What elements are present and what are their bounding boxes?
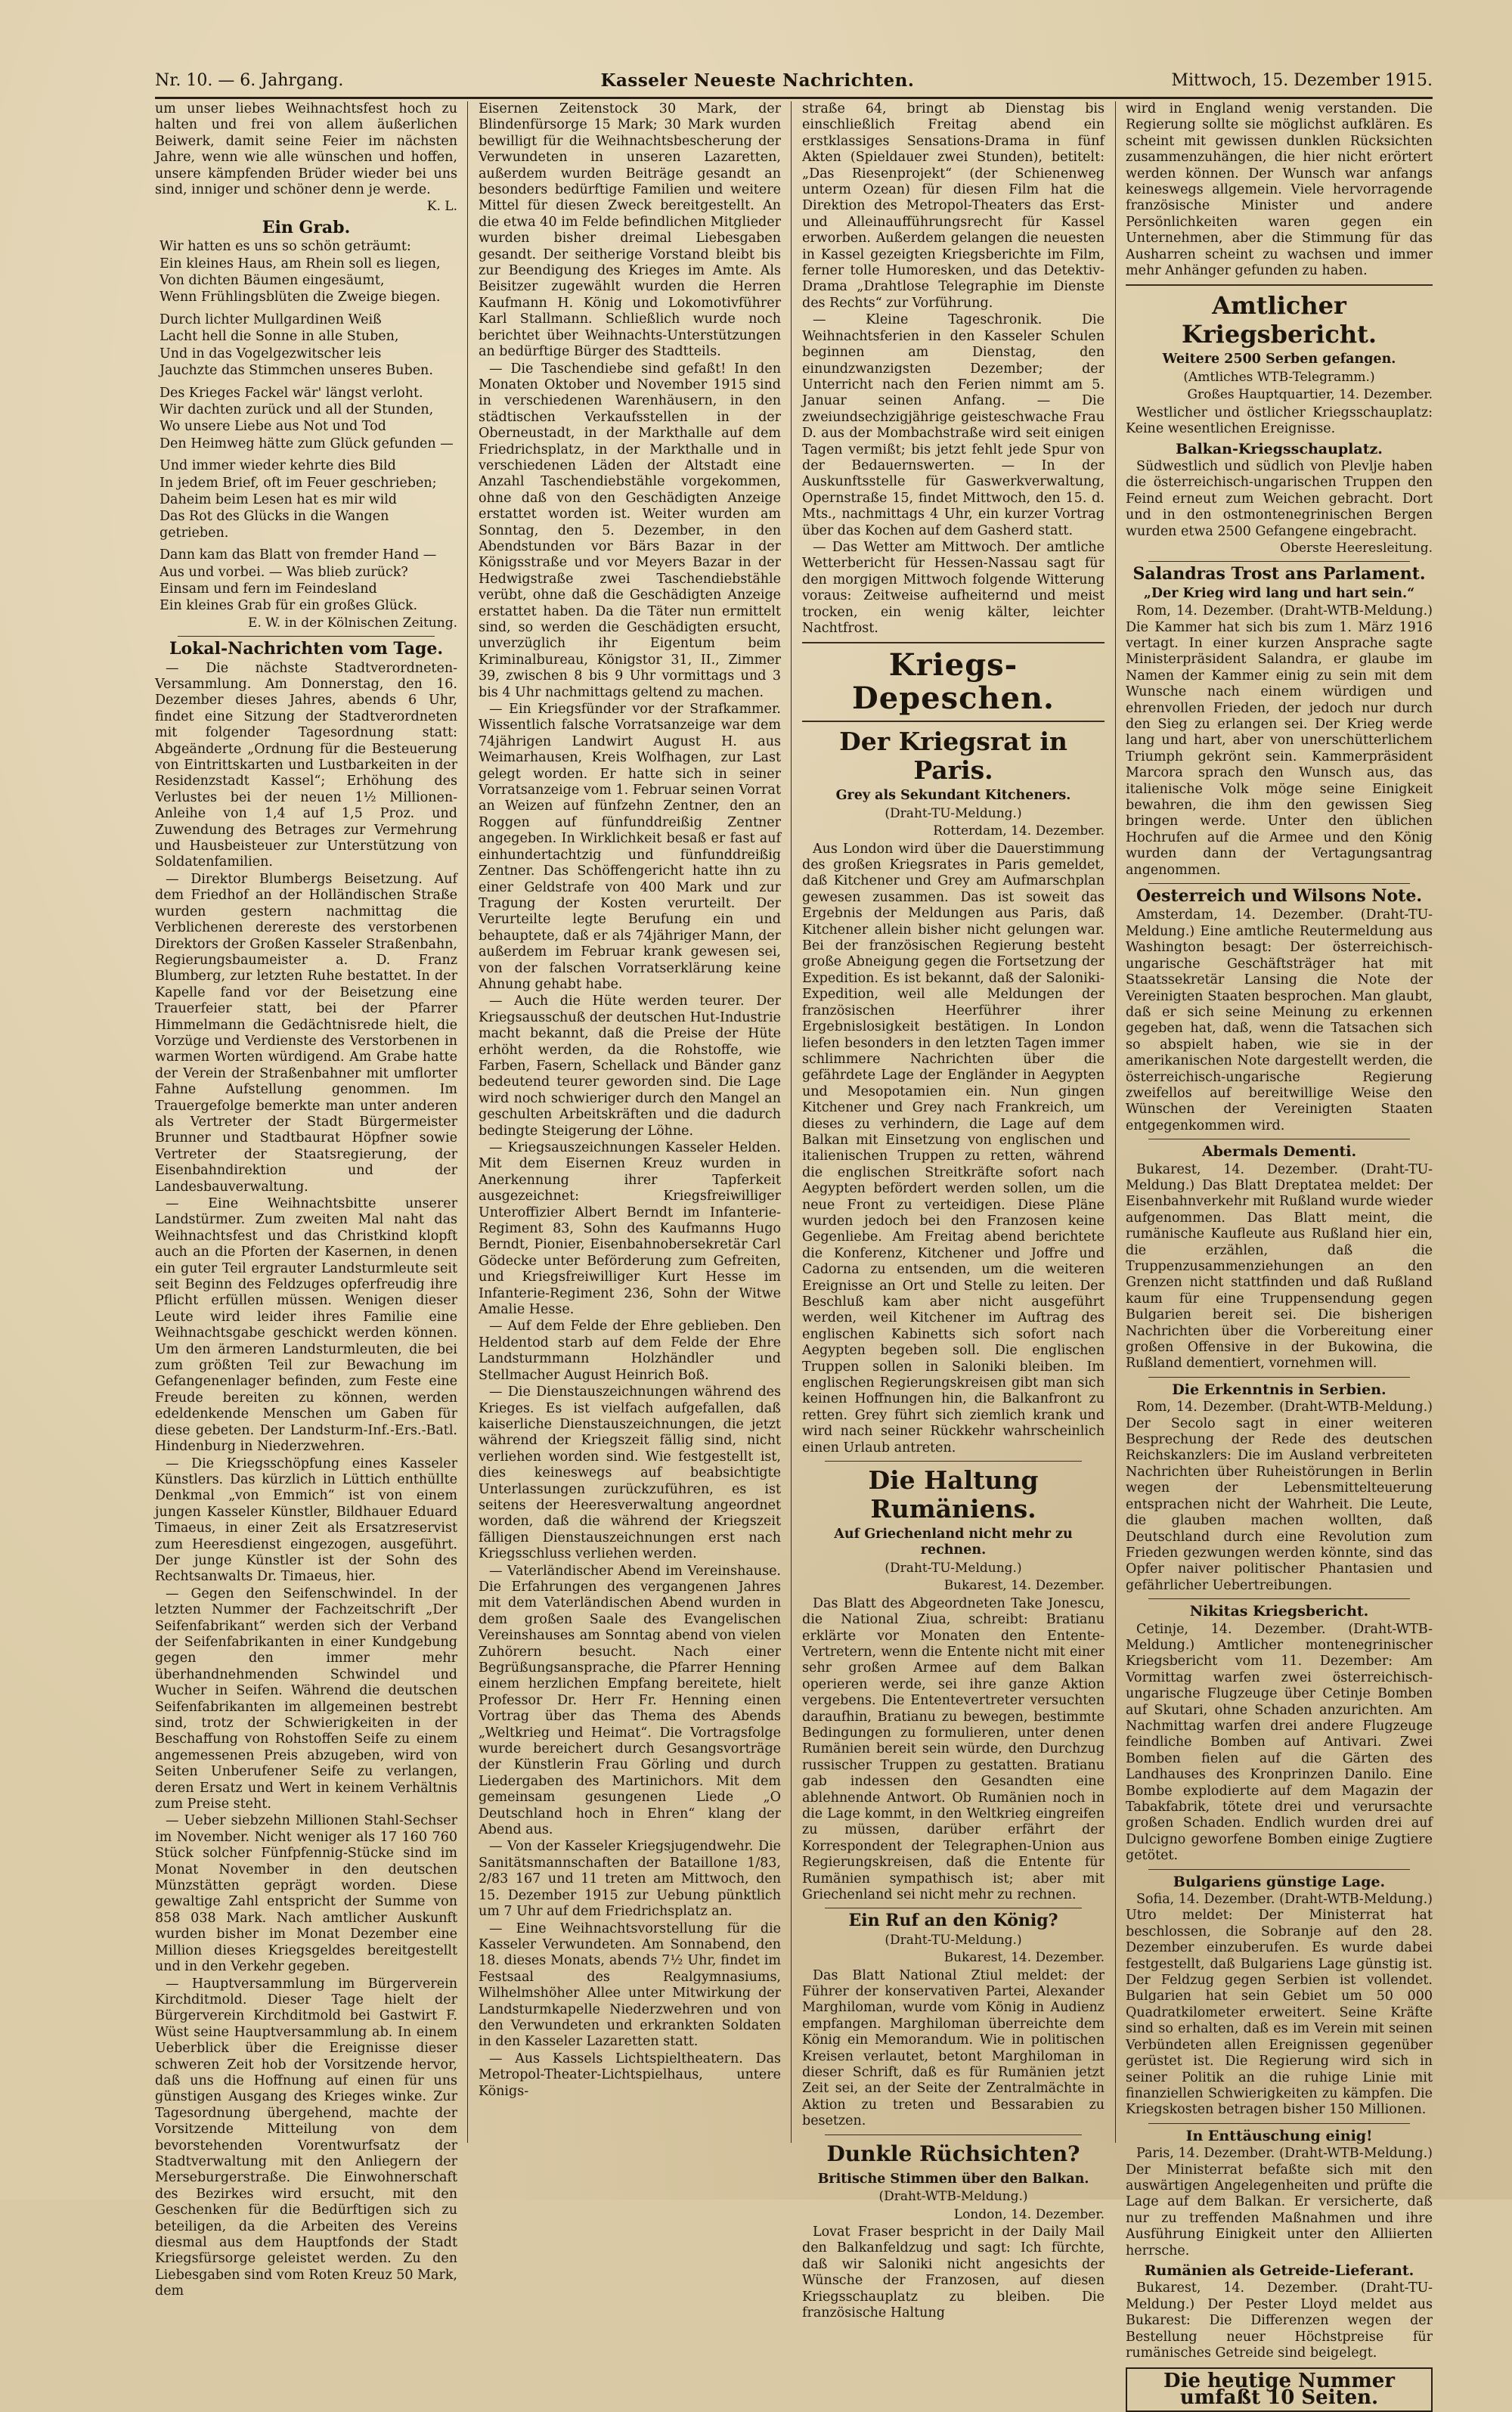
article-text: Cetinje, 14. Dezember. (Draht-WTB-Meldung.) Amtlicher montenegrinischer Kriegsbericht vom 11. Dezember: Am Vormittag warfen zwei österreichisch-ungarische Flugzeuge über Cetinje Bomben auf Skutari, ohne Schaden anzurichten. Am Nachmittag warfen drei andere Flugzeuge feindliche Bomben auf Antivari. Zwei Bomben fielen auf die Gärten des Landhauses des Kronprinzen Danilo. Eine Bombe explodierte auf dem Magazin der Tabakfabrik, tötete drei und verursachte großen Schaden. Endlich wurden drei auf Dulcigno geworfene Bomben einige Zugtiere getötet. xyxy=(1126,1621,1433,1864)
headline: Nikitas Kriegsbericht. xyxy=(1189,1603,1369,1620)
news-item: — Die Taschendiebe sind gefaßt! In den Monaten Oktober und November 1915 sind in verschiedenen Warenhäusern, in den städtischen Verkaufsstellen in der Oberneustadt, in der Markthalle auf dem Friedrichsplatz, in der Markthalle und in verschiedenen Läden der Altstadt eine Anzahl Taschendiebstähle vorgekommen, ohne daß von den Geschädigten Anzeige erstattet worden ist. Weiter wurden am Sonntag, den 5. Dezember, in den Abendstunden vor Bärs Bazar in der Königsstraße und vor Meyers Bazar in der Hedwigstraße zwei Taschendiebstähle verübt, ohne daß die Geschädigten Anzeige erstattet haben. Da die Täter nun ermittelt sind, so werden die Geschädigten ersucht, unverzüglich ihr Eigentum beim Kriminalbureau, Königstor 31, II., Zimmer 39, zwischen 8 bis 9 Uhr vormittags und 3 bis 4 Uhr nachmittags geltend zu machen. xyxy=(479,361,781,700)
article-text: Rom, 14. Dezember. (Draht-WTB-Meldung.) Die Kammer hat sich bis zum 1. März 1916 vertagt. In einer kurzen Ansprache sagte Ministerpräsident Salandra, er glaube im Namen der Kammer einig zu sein mit dem Wunsche nach einem würdigen und ehrenvollen Frieden, der jedoch nur durch den Sieg zu erlangen sei. Der Krieg werde lang und hart, aber von unerschütterlichem Triumph gekrönt sein. Kammerpräsident Marcora sprach den Wunsch aus, das italienische Volk möge seine Einigkeit bewahren, die ihm den gewissen Sieg bringen werde. Unter den üblichen Hochrufen auf die Armee und den König wurden dann der Vertagungsantrag angenommen. xyxy=(1126,603,1433,878)
article-text: Sofia, 14. Dezember. (Draht-WTB-Meldung.) Utro meldet: Der Ministerrat hat beschlossen, die Sobranje auf den 28. Dezember einzuberufen. Es wurde dabei festgestellt, daß Bulgariens Lage günstig ist. Der Feldzug gegen Serbien ist vollendet. Bulgarien hat sein Gebiet um 50 000 Quadratkilometer erweitert. Seine Kräfte sind so erhalten, daß es im Verein mit seinen Verbündeten allen Ereignissen gegenüber gerüstet ist. Die Regierung wird sich in seiner Politik an die ruhige Linie mit finanziellen Schwierigkeiten zu kämpfen. Die Kriegskosten betragen bisher 150 Millionen. xyxy=(1126,1892,1433,2118)
news-item: Eisernen Zeitenstock 30 Mark, der Blindenfürsorge 15 Mark; 30 Mark wurden bewilligt für die Weihnachtsbescherung der Verwundeten in unseren Lazaretten, außerdem wurden Beiträge gesandt an besonders bedürftige Familien und weitere Mittel für diesen Zweck bereitgestellt. An die etwa 40 im Felde befindlichen Mitglieder wurden bisher dreimal Liebesgaben gesandt. Der seitherige Vorstand bleibt bis zur Beendigung des Krieges im Amte. Als Beisitzer zugewählt wurden die Herren Kaufmann H. König und Lokomotivführer Karl Stallmann. Schließlich wurde noch berichtet über Weihnachts-Unterstützungen an bedürftige Bürger des Stadtteils. xyxy=(479,101,781,360)
article-text: Westlicher und östlicher Kriegsschauplatz: Keine wesentlichen Ereignisse. xyxy=(1126,405,1433,437)
news-item: — Von der Kasseler Kriegsjugendwehr. Die Sanitätsmannschaften der Bataillone 1/83, 2/83 167 und 11 treten am Mittwoch, den 15. Dezember 1915 zur Uebung pünktlich um 7 Uhr auf dem Friedrichsplatz an. xyxy=(479,1839,781,1920)
paper-title: Kasseler Neueste Nachrichten. xyxy=(600,70,915,91)
divider xyxy=(1148,1377,1410,1378)
news-item: — Die Kriegsschöpfung eines Kasseler Künstlers. Das kürzlich in Lüttich enthüllte Denkmal „von Emmich“ ist von einem jungen Kasseler Künstler, Bildhauer Eduard Timaeus, in einer Zeit als Ersatzreservist zum Heeresdienst eingezogen, ausgeführt. Der junge Künstler ist der Sohn des Rechtsanwalts Dr. Timaeus, hier. xyxy=(155,1456,457,1585)
column-3 xyxy=(802,101,1105,2321)
poem-line: Daheim beim Lesen hat es mir wild xyxy=(160,491,398,507)
article-signature: Oberste Heeresleitung. xyxy=(1280,540,1433,556)
divider xyxy=(802,642,1105,643)
news-item: — Kleine Tageschronik. Die Weihnachtsferien in den Kasseler Schulen beginnen am Dienstag, den einundzwanzigsten Dezember; der Unterricht nach den Ferien nimmt am 5. Januar seinen Anfang. — Die zweiundsechzigjährige geisteschwache Frau D. aus der Mombachstraße wird seit einigen Tagen vermißt; bis jetzt fehlt jede Spur von der Bedauernswerten. — In der Auskunftsstelle für Gaswerkverwaltung, Opernstraße 15, findet Mittwoch, den 15. d. Mts., nachmittags 4 Uhr, ein kurzer Vortrag über das Kochen auf dem Gasherd statt. xyxy=(802,312,1105,538)
columns xyxy=(155,101,1433,2409)
column-1 xyxy=(155,101,457,2299)
article-text: Das Blatt des Abgeordneten Take Jonescu, die National Ziua, schreibt: Bratianu erklärte vor Monaten den Entente-Vertretern, wenn die Entente nicht mit einer sehr großen Armee auf dem Balkan operieren werde, sei ihre ganze Aktion vergebens. Die Ententevertreter versuchten daraufhin, Bratianu zu bewegen, bestimmte Bedingungen zu formulieren, unter denen Rumänien bereit sein würde, den Durchzug russischer Truppen zu gestatten. Bratianu gab indessen den Gesandten eine ablehnende Antwort. Ob Rumänien noch in die Lage kommt, in den Weltkrieg eingreifen zu müssen, darüber erfährt der Korrespondent der Telegraphen-Union aus Regierungskreisen, daß die Entente für Rumänien sympathisch ist; aber mit Griechenland sei nicht mehr zu rechnen. xyxy=(802,1595,1105,1902)
headline: Salandras Trost ans Parlament. xyxy=(1132,564,1426,584)
headline: Amtlicher Kriegsbericht. xyxy=(1182,291,1377,349)
news-item: — Hauptversammlung im Bürgerverein Kirchditmold. Dieser Tage hielt der Bürgerverein Kirchditmold bei Gastwirt F. Wüst seine Hauptversammlung ab. In einem Ueberblick über die Ereignisse dieser schweren Zeit hob der Vorsitzende hervor, daß uns die Hoffnung auf einen für uns günstigen Ausgang des Krieges winke. Zur Tagesordnung übergehend, machte der Vorsitzende Mitteilung von dem bevorstehenden Vorentwurfsatz der Stadtverwaltung mit den Anliegern der Merseburgerstraße. Die Einwohnerschaft des Bezirkes wird ersucht, mit den Geschenken für die Bedürftigen sich zu beteiligen, da die Arbeiten des Vereins diesmal aus dem Hauptfonds der Stadt Kriegsfürsorge geleistet werden. Zu den Liebesgaben sind vom Roten Kreuz 50 Mark, dem xyxy=(155,1976,457,2299)
wire-source: (Draht-TU-Meldung.) xyxy=(885,1932,1022,1948)
headline: Ein Ruf an den König? xyxy=(848,1911,1058,1931)
news-item: — Eine Weihnachtsvorstellung für die Kasseler Verwundeten. Am Sonnabend, den 18. dieses Monats, abends 7½ Uhr, findet im Festsaal des Realgymnasiums, Wilhelmshöher Allee unter Mitwirkung der Landsturmkapelle Niederzwehren und von den Verwundeten und erkrankten Soldaten in den Kasseler Lazaretten statt. xyxy=(479,1921,781,2050)
divider xyxy=(1148,1598,1410,1599)
wire-source: (Draht-WTB-Meldung.) xyxy=(878,2189,1028,2205)
news-item: — Eine Weihnachtsbitte unserer Landstürmer. Zum zweiten Mal naht das Weihnachtsfest und das Christkind klopft auch an die Pforten der Kasernen, in denen ein guter Teil ergrauter Landsturmleute seit seit Beginn des Feldzuges opferfreudig ihre Pflicht erfüllen müssen. Wenigen dieser Leute wird leider ihres Familie eine Weihnachtsgabe geschickt werden können. Um den ärmeren Landsturmleuten, die bei zum größten Teil zur Bewachung im Gefangenenlager befinden, zum Feste eine Freude bereiten zu können, werden edeldenkende Menschen um Gaben für diese gebeten. Der Landsturm-Inf.-Ers.-Batl. Hindenburg in Niederzwehren. xyxy=(155,1196,457,1455)
article-text: Paris, 14. Dezember. (Draht-WTB-Meldung.) Der Ministerrat befaßte sich mit den auswärtigen Angelegenheiten und prüfte die Lage auf dem Balkan. Er versicherte, daß nur zu treffenden Maßnahmen und ihre Ausführung Einigkeit unter den Alliierten herrsche. xyxy=(1126,2146,1433,2259)
poem-line: Wir hatten es uns so schön geträumt: xyxy=(160,239,411,255)
issue-date: Mittwoch, 15. Dezember 1915. xyxy=(1171,70,1433,90)
poem-line: Wo unsere Liebe aus Not und Tod xyxy=(160,419,386,435)
subheadline: Britische Stimmen über den Balkan. xyxy=(817,2171,1089,2187)
poem-line: Einsam und fern im Feindesland xyxy=(160,581,377,597)
poem-line: Wir dachten zurück und all der Stunden, xyxy=(160,401,434,417)
article-text: Rom, 14. Dezember. (Draht-WTB-Meldung.) Der Secolo sagt in einer weiteren Besprechung der Rede des deutschen Reichskanzlers: Die im Ausland verbreiteten Nachrichten über Ruheistörungen in Berlin wegen der Lebensmittelteuerung entsprachen nicht der Wahrheit. Die Leute, die glauben machen wollten, daß Deutschland durch eine Revolution zum Frieden gezwungen werden könnte, sind das Opfer naiver politischer Phantasien und gefährlicher Uebertreibungen. xyxy=(1126,1400,1433,1593)
poem-line: Des Krieges Fackel wär' längst verloht. xyxy=(160,385,423,401)
headline: Rumänien als Getreide-Lieferant. xyxy=(1144,2262,1414,2279)
masthead-rule xyxy=(155,97,1433,99)
subheadline: Auf Griechenland nicht mehr zu rechnen. xyxy=(834,1527,1073,1558)
article-text: Amsterdam, 14. Dezember. (Draht-TU-Meldung.) Eine amtliche Reutermeldung aus Washington besagt: Der österreichisch-ungarische Geschäftsträger hat mit Staatssekretär Lansing die Note der Vereinigten Staaten besprochen. Man glaubt, daß er sich seine Meinung zu erkennen gegeben hat, daß, wenn die Tatsachen sich so abspielt haben, wie sie in der amerikanischen Note dargestellt werden, die österreichisch-ungarische Regierung zweifellos auf bereitwillige Weise den Wünschen der Vereinigten Staaten entgegenkommen wird. xyxy=(1126,907,1433,1133)
masthead xyxy=(155,67,1433,94)
poem-line: Und immer wieder kehrte dies Bild xyxy=(160,458,396,474)
divider xyxy=(1148,1869,1410,1870)
news-item: — Aus Kassels Lichtspieltheatern. Das Metropol-Theater-Lichtspielhaus, untere Königs- xyxy=(479,2051,781,2099)
poem-line: Wenn Frühlingsblüten die Zweige biegen. xyxy=(160,290,441,305)
article-text: Südwestlich und südlich von Plevlje haben die österreichisch-ungarischen Truppen den Feind erneut zum Weichen gebracht. Dort und in den ostmontenegrinischen Bergen wurden etwa 2500 Gefangene eingebracht. xyxy=(1126,458,1433,539)
headline: Der Kriegsrat in Paris. xyxy=(839,727,1067,786)
headline: Die Erkenntnis in Serbien. xyxy=(1172,1381,1387,1398)
divider xyxy=(802,721,1105,722)
divider xyxy=(1126,284,1433,286)
news-item: — Kriegsauszeichnungen Kasseler Helden. Mit dem Eisernen Kreuz wurden in Anerkennung ihrer Tapferkeit ausgezeichnet: Kriegsfreiwilliger Unteroffizier Albert Berndt im Infanterie-Regiment 83, Sohn des Kaufmanns Hugo Berndt, Pionier, Eisenbahnobersekretär Carl Gödecke unter Beförderung zum Gefreiten, und Kriegsfreiwilliger Kurt Hesse im Infanterie-Regiment 236, Sohn der Witwe Amalie Hesse. xyxy=(479,1140,781,1318)
poem-line: Aus und vorbei. — Was blieb zurück? xyxy=(160,564,408,580)
poem-line: In jedem Brief, oft im Feuer geschrieben; xyxy=(160,475,437,491)
poem-line: Durch lichter Mullgardinen Weiß xyxy=(160,312,382,327)
divider xyxy=(1148,561,1410,562)
headline: In Enttäuschung einig! xyxy=(1185,2127,1373,2144)
subheadline: Balkan-Kriegsschauplatz. xyxy=(1176,440,1383,457)
dateline: Bukarest, 14. Dezember. xyxy=(943,1578,1105,1594)
divider xyxy=(825,1461,1082,1462)
page-count-notice: Die heutige Nummer umfaßt 10 Seiten. xyxy=(1126,2367,1433,2412)
article-text: wird in England wenig verstanden. Die Regierung sollte sie möglichst aufklären. Es scheint mit gewissen dunklen Rücksichten zusammenzuhängen, die hier nicht erörtert werden können. Der Wunsch war anfangs keineswegs allgemein. Viele hervorragende französische Minister und andere Persönlichkeiten waren gegen ein Unternehmen, aber die Stimmung für das Ausharren scheint zu wachsen und immer mehr Anhänger gefunden zu haben. xyxy=(1126,101,1433,279)
poem-line: Den Heimweg hätte zum Glück gefunden — xyxy=(160,436,454,451)
headline: Abermals Dementi. xyxy=(1201,1143,1357,1161)
article-text: Bukarest, 14. Dezember. (Draht-TU-Meldung.) Das Blatt Dreptatea meldet: Der Eisenbahnverkehr mit Rußland wurde wieder aufgenommen. Das Blatt meint, die rumänische Kaufleute aus Rußland hier ein, die erzählen, daß die Truppenzusammenziehungen an den Grenzen nicht stattfinden und daß Rußland kaum für eine Truppensendung gegen Bulgarien bereit sei. Die bisherigen Nachrichten über die Vorbereitung einer großen Offensive in der Bukowina, die Rußland dementiert, vornehmen will. xyxy=(1126,1161,1433,1372)
poem-line: Von dichten Bäumen eingesäumt, xyxy=(160,273,385,289)
article-text: Das Blatt National Ztiul meldet: der Führer der konservativen Partei, Alexander Marghiloman, wurde vom König in Audienz empfangen. Marghiloman überreichte dem König ein Memorandum. Wie in politischen Kreisen verlautet, betont Marghiloman in dieser Schrift, daß es für Rumänien jetzt Zeit sei, an der Seite der Zentralmächte in Aktion zu treten und Bessarabien zu besetzen. xyxy=(802,1967,1105,2129)
news-item: — Ueber siebzehn Millionen Stahl-Sechser im November. Nicht weniger als 17 160 760 Stück solcher Fünfpfennig-Stücke sind im Monat November in den deutschen Münzstätten geprägt worden. Diese gewaltige Zahl entspricht der Summe von 858 038 Mark. Nach amtlicher Auskunft wurden bisher im Monat Dezember eine Million dieses Kriegsgeldes bereitgestellt und in den Verkehr gegeben. xyxy=(155,1813,457,1975)
subheadline: „Der Krieg wird lang und hart sein.“ xyxy=(1143,585,1415,601)
wire-source: (Draht-TU-Meldung.) xyxy=(885,1560,1022,1576)
poem-line: Und in das Vogelgezwitscher leis xyxy=(160,346,382,361)
article-signature: K. L. xyxy=(426,199,457,215)
subheadline: Grey als Sekundant Kitcheners. xyxy=(835,788,1071,804)
divider xyxy=(1148,883,1410,884)
poem-line: Lacht hell die Sonne in alle Stuben, xyxy=(160,329,399,345)
article-text: Lovat Fraser bespricht in der Daily Mail den Balkanfeldzug und sagt: Ich fürchte, daß wir Saloniki nicht angesichts der Wünsche der Franzosen, auf diesen Kriegsschauplatz zu bleiben. Die französische Haltung xyxy=(802,2224,1105,2321)
news-item: — Die nächste Stadtverordneten-Versammlung. Am Donnerstag, den 16. Dezember dieses Jahres, abends 6 Uhr, findet eine Sitzung der Stadtverordneten mit folgender Tagesordnung statt: Abgeänderte „Ordnung für die Besteuerung von Eintrittskarten und Lustbarkeiten in der Residenzstadt Kassel“; Erhöhung des Verlustes bei der neuen 1½ Millionen-Anleihe von 1,4 auf 1,5 Proz. und Zuwendung des Betrages zur Vermehrung und Hausbeisteuer zur Unterstützung von Soldatenfamilien. xyxy=(155,660,457,870)
column-4 xyxy=(1126,101,1433,2409)
poem-line: Ein kleines Haus, am Rhein soll es liegen, xyxy=(160,256,441,271)
dateline: Rotterdam, 14. Dezember. xyxy=(933,823,1105,839)
headline: Dunkle Rüchsichten? xyxy=(826,2141,1080,2166)
news-item: — Die Dienstauszeichnungen während des Krieges. Es ist vielfach aufgefallen, daß kaiserliche Dienstauszeichnungen, die jetzt während der Kriegszeit fällig sind, nicht verliehen worden sind. Wie festgestellt ist, dies keineswegs auf beabsichtigte Unterlassungen zurückzuführen, es ist seitens der Heeresverwaltung angeordnet worden, daß die während der Kriegszeit fälligen Dienstauszeichnungen erst nach Kriegsschluss verliehen werden. xyxy=(479,1384,781,1562)
divider xyxy=(178,636,435,637)
divider xyxy=(1148,2123,1410,2124)
wire-source: (Draht-TU-Meldung.) xyxy=(885,805,1022,821)
wire-source: (Amtliches WTB-Telegramm.) xyxy=(1183,369,1375,385)
poem-source: E. W. in der Kölnischen Zeitung. xyxy=(247,615,457,631)
section-title: Lokal-Nachrichten vom Tage. xyxy=(169,639,443,659)
subheadline: Weitere 2500 Serben gefangen. xyxy=(1162,352,1396,367)
poem-line: Ein kleines Grab für ein großes Glück. xyxy=(160,598,418,614)
headline: Oesterreich und Wilsons Note. xyxy=(1136,886,1423,907)
news-item: — Ein Kriegsfünder vor der Strafkammer. Wissentlich falsche Vorratsanzeige war dem 74jährigen Landwirt August H. aus Weimarhausen, Kreis Wolfhagen, zur Last gelegt worden. Er hatte sich in seiner Vorratsanzeige vom 1. Februar seinen Vorrat an Weizen auf fünfzehn Zentner, den an Roggen auf fünfunddreißig Zentner angegeben. In Wirklichkeit besaß er fast auf einhundertachtzig und fünfunddreißig Zentner. Das Schöffengericht hatte ihn zu einer Geldstrafe von 400 Mark und zur Tragung der Kosten verurteilt. Der Verurteilte legte Berufung ein und behauptete, daß er als 74jähriger Mann, der außerdem im Februar krank gewesen sei, von der falschen Vorratserklärung keine Ahnung gehabt habe. xyxy=(479,702,781,992)
headline: Die Haltung Rumäniens. xyxy=(868,1465,1039,1524)
dateline: Bukarest, 14. Dezember. xyxy=(943,1950,1105,1966)
news-item: — Gegen den Seifenschwindel. In der letzten Nummer der Fachzeitschrift „Der Seifenfabrikant“ werden sich der Verband der Seifenfabrikanten in einer Kundgebung gegen den immer mehr überhandnehmenden Schwindel und Wucher in Seifen. Während die deutschen Seifenfabrikanten im allgemeinen bestrebt sind, trotz der Schwierigkeiten in der Beschaffung von Rohstoffen Seife zu einem angemessenen Preis abzugeben, wird von Seiten Unberufener Seife zu verlangen, deren Ersatz und Wert in keinem Verhältnis zum Preise steht. xyxy=(155,1586,457,1812)
article-text: um unser liebes Weihnachtsfest hoch zu halten und frei von allem äußerlichen Beiwerk, damit seine Feier im nächsten Jahre, wenn wie alle wünschen und hoffen, unsere kämpfenden Brüder wieder bei uns sind, inniger und schöner denn je werde. xyxy=(155,101,457,198)
issue-number: Nr. 10. — 6. Jahrgang. xyxy=(155,70,344,90)
poem xyxy=(155,239,457,615)
news-item: — Auch die Hüte werden teurer. Der Kriegsausschuß der deutschen Hut-Industrie macht bekannt, daß die Preise der Hüte erhöht werden, da die Rohstoffe, wie Farben, Fasern, Schellack und Bänder ganz bedeutend teurer geworden sind. Die Lage wird noch schwieriger durch den Mangel an geschulten Arbeitskräften und die dadurch bedingte Steigerung der Löhne. xyxy=(479,994,781,1139)
column-2 xyxy=(479,101,781,2143)
article-text: Bukarest, 14. Dezember. (Draht-TU-Meldung.) Der Pester Lloyd meldet aus Bukarest: Die Differenzen wegen der Bestellung neuer Höchstpreise für rumänisches Getreide sind beigelegt. xyxy=(1126,2280,1433,2361)
poem-line: Das Rot des Glücks in die Wangen getrieben. xyxy=(160,509,389,541)
news-item: — Direktor Blumbergs Beisetzung. Auf dem Friedhof an der Holländischen Straße wurden gestern nachmittag die Verblichenen derereste des verstorbenen Direktors der Großen Kasseler Straßenbahn, Regierungsbaumeister a. D. Franz Blumberg, zur letzten Ruhe bestattet. In der Kapelle fand vor der Beisetzung eine Trauerfeier statt, bei der Pfarrer Himmelmann die Gedächtnisrede hielt, die Vorzüge und Verdienste des Verstorbenen in warmen Worten würdigend. Am Grabe hatte der Verein der Straßenbahner mit umflorter Fahne Aufstellung genommen. Im Trauergefolge bemerkte man unter anderen als Vertreter der Stadt Bürgermeister Brunner und Stadtbaurat Höpfner sowie Vertreter der Staatsregierung, der Eisenbahndirektion und der Landesbauverwaltung. xyxy=(155,871,457,1195)
news-item: — Auf dem Felde der Ehre geblieben. Den Heldentod starb auf dem Felde der Ehre Landsturmmann Holzhändler und Stellmacher August Heinrich Boß. xyxy=(479,1319,781,1383)
news-item: — Vaterländischer Abend im Vereinshause. Die Erfahrungen des vergangenen Jahres mit dem Vaterländischen Abend wurden in dem großen Saale des Evangelischen Vereinshauses am Sonntag abend von vielen Zuhörern besucht. Nach einer Begrüßungsansprache, die Pfarrer Henning einem herzlichen Empfang bereitete, hielt Professor Dr. Herr Fr. Henning einen Vortrag über das Thema des Abends „Weltkrieg und Heimat“. Die Vortragsfolge wurde bereichert durch Gesangsvorträge der Künstlerin Frau Görling und durch Liedergaben des Martinichors. Mit dem gemeinsam gesungenen Liede „O Deutschland hoch in Ehren“ klang der Abend aus. xyxy=(479,1563,781,1838)
dateline: London, 14. Dezember. xyxy=(953,2206,1105,2222)
poem-line: Jauchzte das Stimmchen unseres Buben. xyxy=(160,363,433,379)
section-title: Kriegs-Depeschen. xyxy=(852,647,1055,717)
news-item: straße 64, bringt ab Dienstag bis einschließlich Freitag abend ein erstklassiges Sensations-Drama in fünf Akten (Spieldauer zwei Stunden), betitelt: „Das Riesenprojekt“ (der Schienenweg unterm Ozean) für diesen Film hat die Direktion des Metropol-Theaters das Erst- und Alleinaufführungsrecht für Kassel erworben. Außerdem gelangen die neuesten in Kassel gezeigten Kriegsberichte im Film, ferner tolle Humoresken, und das Detektiv-Drama „Drahtlose Telegraphie im Dienste des Rechts“ zur Vorführung. xyxy=(802,101,1105,311)
dateline: Großes Hauptquartier, 14. Dezember. xyxy=(1187,387,1433,403)
news-item: — Das Wetter am Mittwoch. Der amtliche Wetterbericht für Hessen-Nassau sagt für den morgigen Mittwoch folgende Witterung voraus: Zeitweise aufheiternd und meist trocken, ein wenig kälter, leichter Nachtfrost. xyxy=(802,539,1105,636)
poem-title: Ein Grab. xyxy=(262,217,351,237)
article-text: Aus London wird über die Dauerstimmung des großen Kriegsrates in Paris gemeldet, daß Kitchener und Grey am Aufmarschplan gewesen zusammen. Das ist soweit das Ergebnis der Meldungen aus Paris, daß Kitchener allein bisher nicht gelungen war. Bei der französischen Regierung besteht große Abneigung gegen die Fortsetzung der Expedition. Es ist bekannt, daß der Saloniki-Expedition, weil alle Meldungen der französischen Heerführer ihrer Ergebnislosigkeit bestätigen. In London liefen besonders in den letzten Tagen immer schlimmere Nachrichten über die gefährdete Lage der Engländer in Aegypten und Mesopotamien ein. Nun gingen Kitchener und Grey nach Frankreich, um dieses zu verhindern, die Lage auf dem Balkan mit Einsetzung von englischen und italienischen Truppen zu retten, während die englischen Streitkräfte sofort nach Aegypten befördert werden sollen, um die neue Front zu verteidigen. Diese Pläne wurden jedoch bei den Franzosen keine Gegenliebe. Am Freitag abend berichtete die Konferenz, Kitchener und Joffre und Cadorna zu entsenden, um die weiteren Ereignisse an Ort und Stelle zu leiten. Der Beschluß kam aber nicht ausgeführt werden, weil Kitchener im Auftrag des englischen Kabinetts sich sofort nach Aegypten begeben soll. Die englischen Truppen sollen in Saloniki bleiben. Im englischen Regierungskreisen gibt man sich keinen Hoffnungen hin, die Balkanfront zu retten. Grey führt sich ziemlich krank und wird nach seiner Rückkehr wahrscheinlich einen Urlaub antreten. xyxy=(802,841,1105,1456)
headline: Bulgariens günstige Lage. xyxy=(1173,1873,1386,1890)
poem-line: Dann kam das Blatt von fremder Hand — xyxy=(160,547,437,563)
